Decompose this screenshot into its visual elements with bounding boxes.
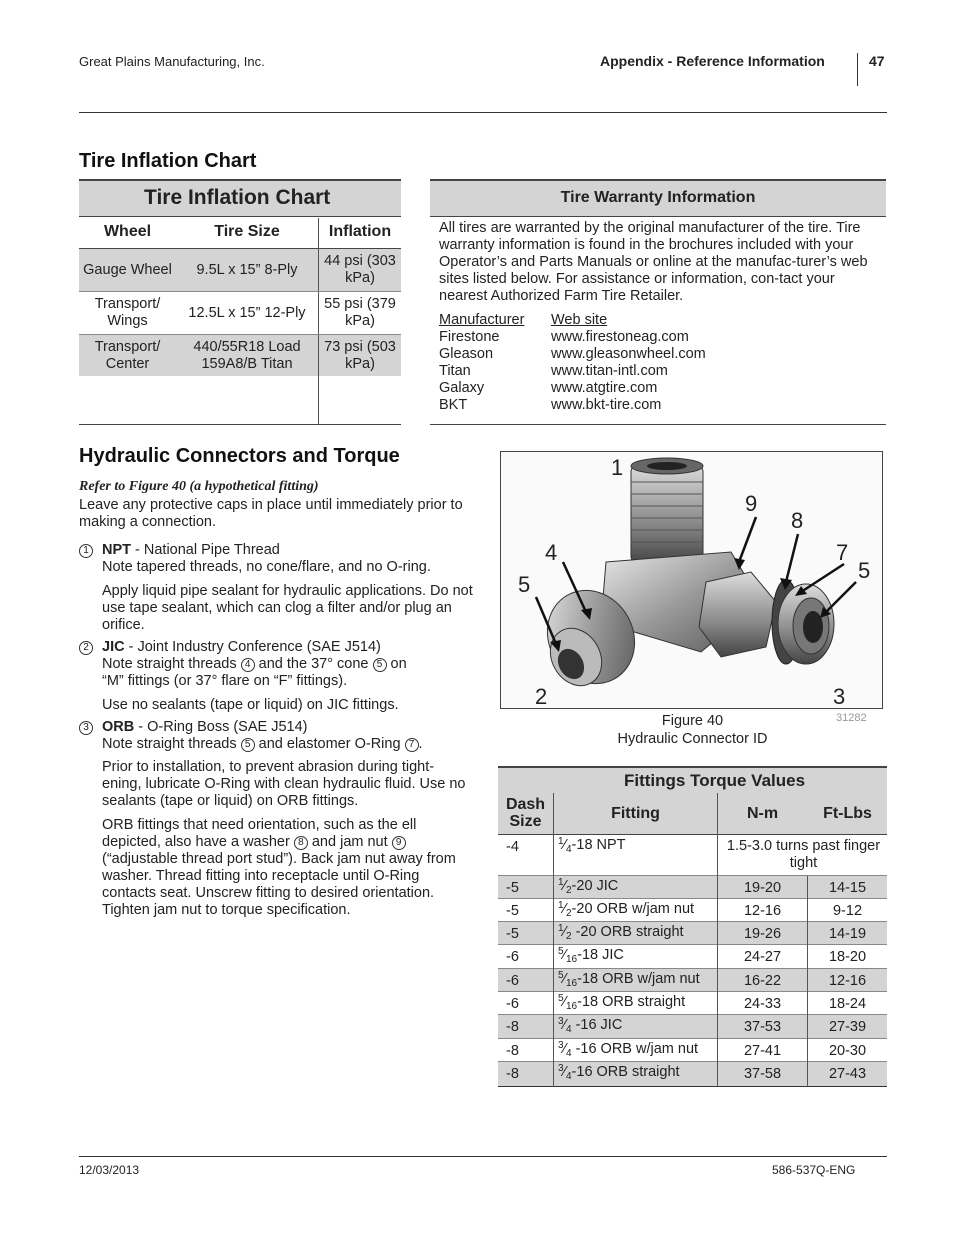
col-nm: N-m xyxy=(746,805,779,822)
torque-ftlbs: 9-12 xyxy=(832,903,863,919)
callout-marker xyxy=(79,639,93,656)
torque-header-row xyxy=(498,793,887,835)
fraction-numerator: 3 xyxy=(558,1063,564,1074)
fraction-slash: ⁄ xyxy=(563,837,566,853)
jic-item xyxy=(102,639,477,690)
torque-fitting xyxy=(558,971,700,987)
torque-fitting xyxy=(558,1064,680,1080)
orb-note: . xyxy=(418,736,423,752)
torque-fitting xyxy=(558,1017,622,1033)
figure-number-label: Figure 40 xyxy=(661,713,724,729)
fitting-illustration xyxy=(501,452,883,709)
fraction-slash: ⁄ xyxy=(563,924,566,940)
header-divider xyxy=(857,53,858,86)
warranty-site-link[interactable]: www.gleasonwheel.com xyxy=(551,346,706,362)
jic-note: and the 37° cone xyxy=(254,656,373,672)
header-section: Appendix - Reference Information xyxy=(600,53,825,69)
figure-caption xyxy=(560,712,825,748)
torque-row xyxy=(498,835,887,876)
torque-nm: 24-33 xyxy=(743,996,782,1012)
torque-row xyxy=(498,992,887,1015)
fitting-thread: -20 ORB straight xyxy=(571,924,684,940)
torque-table-title: Fittings Torque Values xyxy=(498,766,887,793)
fitting-thread: -16 ORB w/jam nut xyxy=(571,1041,699,1057)
torque-fitting xyxy=(558,994,685,1010)
callout-7-icon: 7 xyxy=(405,738,419,752)
warranty-site-link[interactable]: www.bkt-tire.com xyxy=(551,397,662,413)
torque-col-divider xyxy=(717,793,718,1087)
tire-col-divider xyxy=(318,218,319,424)
tire-row-1-wheel: Gauge Wheel xyxy=(83,261,172,278)
torque-ftlbs: 20-30 xyxy=(828,1043,867,1059)
callout-5-label: 5 xyxy=(858,558,871,583)
torque-ftlbs: 14-19 xyxy=(828,926,867,942)
warranty-mfr: Gleason xyxy=(439,346,494,362)
orb-item xyxy=(102,719,477,753)
header-company: Great Plains Manufacturing, Inc. xyxy=(79,54,265,69)
torque-nm: 19-26 xyxy=(743,926,782,942)
fraction-denominator: 2 xyxy=(565,908,572,919)
fitting-thread: -20 JIC xyxy=(571,878,619,894)
footer-rule xyxy=(79,1156,887,1157)
torque-nm: 24-27 xyxy=(743,949,782,965)
col-fitting: Fitting xyxy=(611,805,660,822)
jic-desc: - Joint Industry Conference (SAE J514) xyxy=(124,639,381,655)
hydraulic-heading: Hydraulic Connectors and Torque xyxy=(79,445,400,467)
torque-fitting xyxy=(558,947,624,963)
torque-fitting xyxy=(558,837,626,853)
fraction-denominator: 16 xyxy=(565,954,578,965)
callout-5-icon: 5 xyxy=(241,738,255,752)
npt-desc: - National Pipe Thread xyxy=(131,542,280,558)
callout-4-label: 4 xyxy=(545,540,558,565)
tire-row-2-size: 12.5L x 15” 12-Ply xyxy=(188,304,306,321)
torque-dash: -8 xyxy=(506,1019,519,1035)
orb-text: ORB fittings that need orientation, such as the ell depicted, also have a washer xyxy=(102,817,417,850)
fraction-slash: ⁄ xyxy=(563,994,566,1010)
fraction-slash: ⁄ xyxy=(563,947,566,963)
orb-note: and elastomer O-Ring xyxy=(254,736,405,752)
torque-nm: 12-16 xyxy=(743,903,782,919)
warranty-mfr: BKT xyxy=(439,397,468,413)
tire-table-bottom xyxy=(79,424,401,425)
tire-row-2-inflation: 55 psi (379 kPa) xyxy=(324,296,396,329)
torque-fitting xyxy=(558,901,694,917)
orb-note: Note straight threads xyxy=(102,736,241,752)
torque-row xyxy=(498,899,887,922)
fraction-slash: ⁄ xyxy=(563,1064,566,1080)
torque-fitting xyxy=(558,878,618,894)
callout-marker xyxy=(79,542,93,559)
warranty-col-manufacturer: Manufacturer xyxy=(439,312,525,328)
torque-row xyxy=(498,1015,887,1039)
fraction-numerator: 1 xyxy=(558,900,564,911)
warranty-title: Tire Warranty Information xyxy=(430,179,886,217)
callout-9-label: 9 xyxy=(745,491,758,516)
warranty-col-website: Web site xyxy=(551,312,608,328)
torque-ftlbs: 27-39 xyxy=(828,1019,867,1035)
warranty-site-link[interactable]: www.titan-intl.com xyxy=(551,363,668,379)
jic-paragraph: Use no sealants (tape or liquid) on JIC fittings. xyxy=(102,697,399,713)
fraction-numerator: 5 xyxy=(558,946,564,957)
torque-dash: -8 xyxy=(506,1066,519,1082)
npt-label: NPT xyxy=(102,542,131,558)
hydraulic-connector-figure xyxy=(500,451,883,709)
torque-ftlbs: 18-24 xyxy=(828,996,867,1012)
torque-row xyxy=(498,969,887,992)
tire-row-1-size: 9.5L x 15” 8-Ply xyxy=(196,261,298,278)
torque-ftlbs: 12-16 xyxy=(828,973,867,989)
warranty-site-link[interactable]: www.atgtire.com xyxy=(551,380,658,396)
torque-row xyxy=(498,922,887,945)
torque-nm: 16-22 xyxy=(743,973,782,989)
torque-nm: 1.5-3.0 turns past finger tight xyxy=(726,838,881,871)
callout-marker xyxy=(79,719,93,736)
fitting-thread: -20 ORB w/jam nut xyxy=(571,901,695,917)
callout-3-icon: 3 xyxy=(79,721,93,735)
torque-row xyxy=(498,945,887,969)
figure-title: Hydraulic Connector ID xyxy=(617,731,768,747)
fraction-numerator: 5 xyxy=(558,993,564,1004)
tire-row-1-inflation: 44 psi (303 kPa) xyxy=(324,253,396,286)
fraction-numerator: 1 xyxy=(558,836,564,847)
tire-row-3-size: 440/55R18 Load 159A8/B Titan xyxy=(193,338,301,372)
fitting-thread: -18 ORB straight xyxy=(577,994,686,1010)
callout-9-icon: 9 xyxy=(392,836,406,850)
callout-8-icon: 8 xyxy=(294,836,308,850)
torque-row xyxy=(498,1039,887,1062)
fraction-numerator: 1 xyxy=(558,877,564,888)
col-wheel: Wheel xyxy=(103,223,152,240)
torque-dash: -4 xyxy=(506,839,519,855)
npt-item xyxy=(102,542,477,576)
warranty-site-link[interactable]: www.firestoneag.com xyxy=(551,329,689,345)
torque-nm: 27-41 xyxy=(743,1043,782,1059)
fraction-slash: ⁄ xyxy=(563,1017,566,1033)
figure-reference: Refer to Figure 40 (a hypothetical fitting) xyxy=(79,479,319,494)
fraction-slash: ⁄ xyxy=(563,1041,566,1057)
callout-2-label: 2 xyxy=(535,684,548,709)
npt-note: Note tapered threads, no cone/flare, and no O-ring. xyxy=(102,559,431,575)
callout-1-icon: 1 xyxy=(79,544,93,558)
fraction-numerator: 3 xyxy=(558,1016,564,1027)
torque-ftlbs: 14-15 xyxy=(828,880,867,896)
callout-4-icon: 4 xyxy=(241,658,255,672)
torque-dash: -5 xyxy=(506,926,519,942)
torque-ftlbs: 18-20 xyxy=(828,949,867,965)
tire-row-rule xyxy=(79,334,401,335)
torque-dash: -6 xyxy=(506,973,519,989)
fraction-slash: ⁄ xyxy=(563,901,566,917)
fitting-thread: -16 JIC xyxy=(571,1017,623,1033)
torque-fitting xyxy=(558,924,684,940)
torque-row xyxy=(498,1062,887,1087)
warranty-mfr: Titan xyxy=(439,363,471,379)
callout-3-label: 3 xyxy=(833,684,846,709)
fraction-denominator: 4 xyxy=(565,1071,572,1082)
callout-8-label: 8 xyxy=(791,508,804,533)
torque-row xyxy=(498,876,887,899)
fitting-thread: -18 NPT xyxy=(571,837,626,853)
warranty-bottom-rule xyxy=(430,424,886,425)
orb-paragraph: Prior to installation, to prevent abrasion during tight-ening, lubricate O-Ring with clean hydraulic fluid. Use no sealants (tape or liquid) on ORB fittings. xyxy=(102,759,466,809)
orb-label: ORB xyxy=(102,719,135,735)
callout-2-icon: 2 xyxy=(79,641,93,655)
tire-row-3-inflation: 73 psi (503 kPa) xyxy=(324,338,396,372)
orb-orientation-paragraph xyxy=(102,817,472,919)
npt-paragraph: Apply liquid pipe sealant for hydraulic applications. Do not use tape sealant, which can clog a filter and/or plug an orifice. xyxy=(102,583,473,633)
fraction-denominator: 16 xyxy=(565,978,578,989)
col-tire-size: Tire Size xyxy=(214,223,280,240)
torque-dash: -5 xyxy=(506,903,519,919)
fraction-denominator: 4 xyxy=(565,844,572,855)
torque-fitting xyxy=(558,1041,698,1057)
fraction-denominator: 4 xyxy=(565,1024,572,1035)
torque-ftlbs: 27-43 xyxy=(828,1066,867,1082)
fitting-thread: -18 ORB w/jam nut xyxy=(577,971,700,987)
header-rule xyxy=(79,112,887,113)
jic-note-2: “M” fittings (or 37° flare on “F” fittings). xyxy=(102,673,348,689)
orb-text: (“adjustable thread port stud”). Back jam nut away from washer. Thread fitting into receptacle until O-Ring contacts seat. Unscrew fitting to desired orientation. Tighten jam nut to torque specification. xyxy=(102,851,456,918)
fraction-denominator: 2 xyxy=(565,931,572,942)
torque-dash: -8 xyxy=(506,1043,519,1059)
tire-row-rule xyxy=(79,291,401,292)
hydraulic-intro: Leave any protective caps in place until immediately prior to making a connection. xyxy=(79,497,463,530)
footer-date: 12/03/2013 xyxy=(79,1163,140,1177)
callout-5-label: 5 xyxy=(518,572,531,597)
fraction-slash: ⁄ xyxy=(563,878,566,894)
col-inflation: Inflation xyxy=(328,223,392,240)
tire-row-2-wheel: Transport/ Wings xyxy=(94,296,161,329)
warranty-text: All tires are warranted by the original manufacturer of the tire. Tire warranty information is found in the brochures included with your Operator’s and Parts Manuals or online at the manufac-turer’s web sites listed below. For assistance or information, con-tact your nearest Authorized Farm Tire Retailer. xyxy=(439,220,868,304)
tire-chart-heading: Tire Inflation Chart xyxy=(79,150,257,172)
callout-7-label: 7 xyxy=(836,540,849,565)
fraction-numerator: 5 xyxy=(558,970,564,981)
torque-nm: 19-20 xyxy=(743,880,782,896)
npt-thread-shape xyxy=(631,464,703,564)
tire-table-title: Tire Inflation Chart xyxy=(79,179,401,217)
fraction-numerator: 3 xyxy=(558,1040,564,1051)
col-dash-size: Dash Size xyxy=(505,796,546,830)
col-ftlbs: Ft-Lbs xyxy=(823,805,872,822)
torque-dash: -6 xyxy=(506,996,519,1012)
torque-nm: 37-53 xyxy=(743,1019,782,1035)
torque-nm: 37-58 xyxy=(743,1066,782,1082)
callout-5-icon: 5 xyxy=(373,658,387,672)
callout-1-label: 1 xyxy=(611,455,624,480)
fraction-denominator: 16 xyxy=(565,1001,578,1012)
footer-doc-number: 586-537Q-ENG xyxy=(772,1163,856,1177)
torque-col-divider xyxy=(553,793,554,1087)
orb-text: and jam nut xyxy=(307,834,392,850)
torque-dash: -5 xyxy=(506,880,519,896)
tire-row-3-wheel: Transport/ Center xyxy=(94,338,161,372)
torque-col-divider xyxy=(807,876,808,1087)
fitting-thread: -18 JIC xyxy=(577,947,624,963)
orb-desc: - O-Ring Boss (SAE J514) xyxy=(134,719,308,735)
fraction-numerator: 1 xyxy=(558,923,564,934)
jic-note: Note straight threads xyxy=(102,656,241,672)
jic-label: JIC xyxy=(102,639,125,655)
page-number: 47 xyxy=(869,53,885,69)
figure-id: 31282 xyxy=(836,712,867,724)
warranty-mfr: Galaxy xyxy=(439,380,485,396)
fraction-slash: ⁄ xyxy=(563,971,566,987)
fraction-denominator: 4 xyxy=(565,1048,572,1059)
fitting-thread: -16 ORB straight xyxy=(571,1064,680,1080)
jic-note: on xyxy=(386,656,407,672)
fraction-denominator: 2 xyxy=(565,885,572,896)
torque-dash: -6 xyxy=(506,949,519,965)
warranty-mfr: Firestone xyxy=(439,329,500,345)
